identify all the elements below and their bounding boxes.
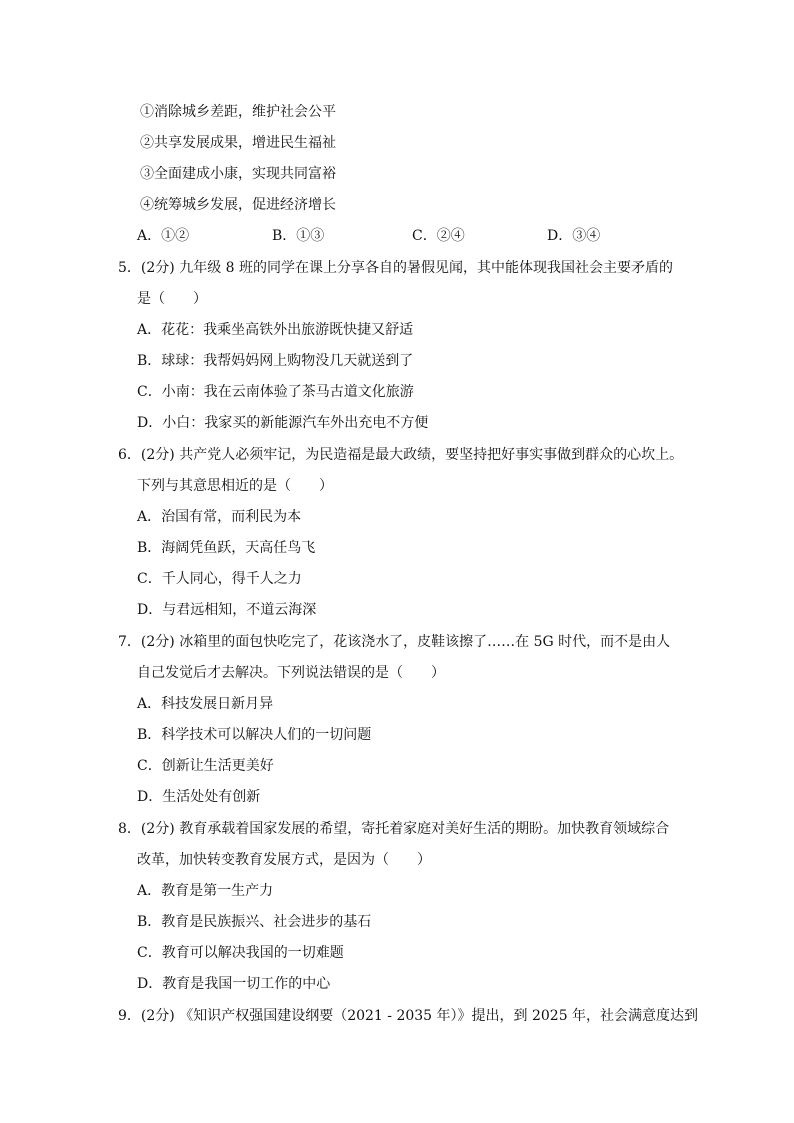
q6-option-d[interactable]: D．与君远相知，不道云海深 [137,602,317,618]
q6-stem-line1: 6．(2分) 共产党人必须牢记，为民造福是最大政绩，要坚持把好事实事做到群众的心坎上。 [118,447,684,463]
q7-stem-line2: 自己发觉后才去解决。下列说法错误的是（ ） [137,665,445,681]
q8-option-d[interactable]: D．教育是我国一切工作的中心 [137,976,331,992]
q7-option-a[interactable]: A．科技发展日新月异 [137,696,274,712]
q4-option-b[interactable]: B．①③ [272,228,325,244]
q5-option-b[interactable]: B．球球：我帮妈妈网上购物没几天就送到了 [137,353,414,369]
q6-stem-line2: 下列与其意思相近的是（ ） [137,478,333,494]
q7-option-c[interactable]: C．创新让生活更美好 [137,758,274,774]
q5-option-d[interactable]: D．小白：我家买的新能源汽车外出充电不方便 [137,415,429,431]
q6-option-c[interactable]: C．千人同心，得千人之力 [137,571,302,587]
q4-statement-1: ①消除城乡差距，维护社会公平 [140,104,336,120]
q5-stem-line1: 5．(2分) 九年级 8 班的同学在课上分享各自的暑假见闻，其中能体现我国社会主要矛盾的 [118,260,673,276]
q5-stem-line2: 是（ ） [137,291,207,307]
q8-stem-line2: 改革，加快转变教育发展方式，是因为（ ） [137,852,431,868]
q4-options [137,226,697,246]
q4-statement-4: ④统筹城乡发展，促进经济增长 [140,197,336,213]
q6-option-b[interactable]: B．海阔凭鱼跃，天高任鸟飞 [137,540,316,556]
q4-statement-2: ②共享发展成果，增进民生福祉 [140,135,336,151]
q6-option-a[interactable]: A．治国有常，而利民为本 [137,509,302,525]
q8-option-b[interactable]: B．教育是民族振兴、社会进步的基石 [137,914,372,930]
q9-stem-line1: 9．(2分) 《知识产权强国建设纲要（2021 - 2035 年）》提出，到 2025 年，社会满意度达到 [118,1008,699,1024]
q5-option-c[interactable]: C．小南：我在云南体验了茶马古道文化旅游 [137,384,414,400]
q4-statement-3: ③全面建成小康，实现共同富裕 [140,166,336,182]
q8-stem-line1: 8．(2分) 教育承载着国家发展的希望，寄托着家庭对美好生活的期盼。加快教育领域综合 [118,821,670,837]
q7-stem-line1: 7．(2分) 冰箱里的面包快吃完了，花该浇水了，皮鞋该擦了……在 5G 时代，而不是由人 [118,634,671,650]
q5-option-a[interactable]: A．花花：我乘坐高铁外出旅游既快捷又舒适 [137,322,414,338]
q4-option-c[interactable]: C．②④ [412,228,465,244]
q4-option-d[interactable]: D．③④ [547,228,601,244]
q7-option-b[interactable]: B．科学技术可以解决人们的一切问题 [137,727,372,743]
q8-option-c[interactable]: C．教育可以解决我国的一切难题 [137,945,344,961]
q4-option-a[interactable]: A．①② [137,228,190,244]
q7-option-d[interactable]: D．生活处处有创新 [137,789,261,805]
q8-option-a[interactable]: A．教育是第一生产力 [137,883,274,899]
